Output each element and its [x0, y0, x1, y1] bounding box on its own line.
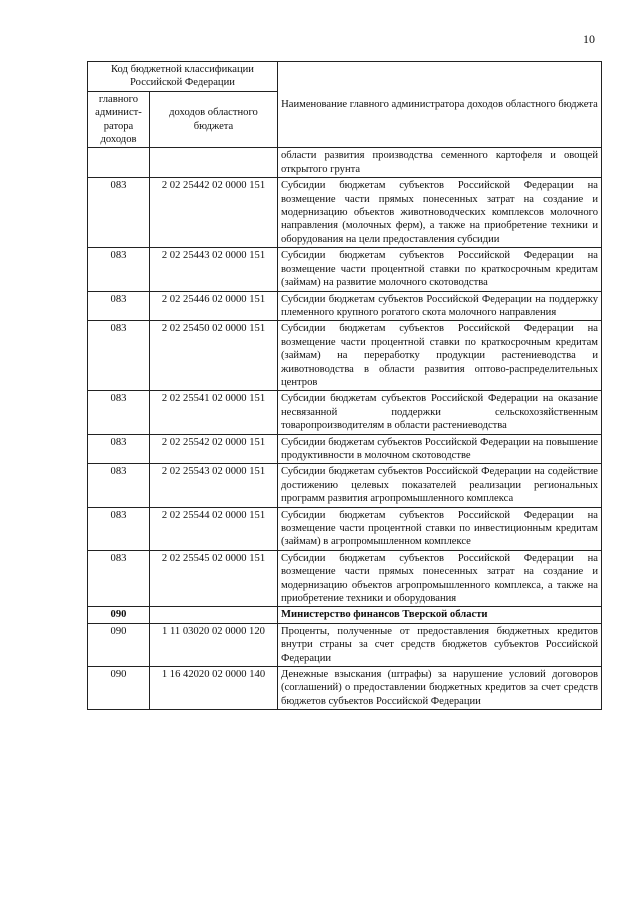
revenue-name-cell: Субсидии бюджетам субъектов Российской Федерации на возмещение части процентной ставки по краткосрочным кредитам (займам) на развитие молочного скотоводства — [278, 248, 602, 291]
table-header — [88, 62, 602, 148]
admin-code-cell: 083 — [88, 550, 150, 607]
table-row — [88, 148, 602, 178]
revenue-name-cell: Субсидии бюджетам субъектов Российской Федерации на возмещение части прямых понесенных затрат на создание и модернизацию объектов агропромышленного комплекса, а также на приобретение техники и оборудования — [278, 550, 602, 607]
header-admin: главного админист-ратора доходов — [88, 91, 150, 148]
header-code-group: Код бюджетной классификации Российской Федерации — [88, 62, 278, 92]
admin-code-cell: 090 — [88, 667, 150, 710]
revenue-code-cell: 1 16 42020 02 0000 140 — [150, 667, 278, 710]
table-row — [88, 178, 602, 248]
revenue-code-cell — [150, 148, 278, 178]
revenue-code-cell: 2 02 25446 02 0000 151 — [150, 291, 278, 321]
revenue-name-cell: Субсидии бюджетам субъектов Российской Федерации на содействие достижению целевых показателей реализации региональных программ развития агропромышленного комплекса — [278, 464, 602, 507]
table-row — [88, 391, 602, 434]
revenue-name-cell: Субсидии бюджетам субъектов Российской Федерации на поддержку племенного крупного рогатого скота молочного направления — [278, 291, 602, 321]
revenue-name-cell: Субсидии бюджетам субъектов Российской Федерации на возмещение части процентной ставки по инвестиционным кредитам (займам) в агропромышленном комплексе — [278, 507, 602, 550]
revenue-code-cell: 2 02 25545 02 0000 151 — [150, 550, 278, 607]
table-row — [88, 464, 602, 507]
revenue-code-cell: 2 02 25442 02 0000 151 — [150, 178, 278, 248]
revenue-name-cell: Субсидии бюджетам субъектов Российской Федерации на возмещение части процентной ставки по краткосрочным кредитам (займам) на переработку продукции растениеводства и животноводства в области развития оптово-распределительных центров — [278, 321, 602, 391]
revenue-code-cell: 2 02 25443 02 0000 151 — [150, 248, 278, 291]
admin-code-cell: 090 — [88, 607, 150, 623]
table-row — [88, 507, 602, 550]
revenue-name-cell: Субсидии бюджетам субъектов Российской Федерации на возмещение части прямых понесенных затрат на создание и модернизацию объектов животноводческих комплексов молочного направления (молочных ферм), а также на приобретение техники и оборудования на цели предоставления субсидии — [278, 178, 602, 248]
revenue-name-cell: Министерство финансов Тверской области — [278, 607, 602, 623]
revenue-code-cell: 2 02 25544 02 0000 151 — [150, 507, 278, 550]
revenue-code-cell: 2 02 25450 02 0000 151 — [150, 321, 278, 391]
header-revenue: доходов областного бюджета — [150, 91, 278, 148]
revenue-code-cell: 2 02 25541 02 0000 151 — [150, 391, 278, 434]
revenue-code-cell — [150, 607, 278, 623]
revenue-code-cell: 1 11 03020 02 0000 120 — [150, 623, 278, 666]
admin-code-cell: 083 — [88, 178, 150, 248]
admin-code-cell: 090 — [88, 623, 150, 666]
revenue-name-cell: Проценты, полученные от предоставления бюджетных кредитов внутри страны за счет средств бюджетов субъектов Российской Федерации — [278, 623, 602, 666]
table-row — [88, 667, 602, 710]
header-name: Наименование главного администратора доходов областного бюджета — [278, 62, 602, 148]
admin-code-cell — [88, 148, 150, 178]
admin-code-cell: 083 — [88, 291, 150, 321]
table-row — [88, 550, 602, 607]
page-number: 10 — [583, 32, 595, 46]
table-row — [88, 623, 602, 666]
revenue-name-cell: Субсидии бюджетам субъектов Российской Федерации на оказание несвязанной поддержки сельскохозяйственным товаропроизводителям в области растениеводства — [278, 391, 602, 434]
admin-code-cell: 083 — [88, 391, 150, 434]
admin-code-cell: 083 — [88, 321, 150, 391]
revenue-name-cell: Денежные взыскания (штрафы) за нарушение условий договоров (соглашений) о предоставлении бюджетных кредитов за счет средств бюджетов субъектов Российской Федерации — [278, 667, 602, 710]
revenue-name-cell: Субсидии бюджетам субъектов Российской Федерации на повышение продуктивности в молочном скотоводстве — [278, 434, 602, 464]
admin-code-cell: 083 — [88, 248, 150, 291]
table-row — [88, 434, 602, 464]
table-row — [88, 248, 602, 291]
admin-code-cell: 083 — [88, 507, 150, 550]
admin-code-cell: 083 — [88, 434, 150, 464]
table-row — [88, 607, 602, 623]
table-row — [88, 291, 602, 321]
admin-code-cell: 083 — [88, 464, 150, 507]
revenue-name-cell: области развития производства семенного картофеля и овощей открытого грунта — [278, 148, 602, 178]
revenue-code-cell: 2 02 25543 02 0000 151 — [150, 464, 278, 507]
budget-classification-table — [87, 61, 602, 710]
table-body — [88, 148, 602, 710]
revenue-code-cell: 2 02 25542 02 0000 151 — [150, 434, 278, 464]
table-row — [88, 321, 602, 391]
